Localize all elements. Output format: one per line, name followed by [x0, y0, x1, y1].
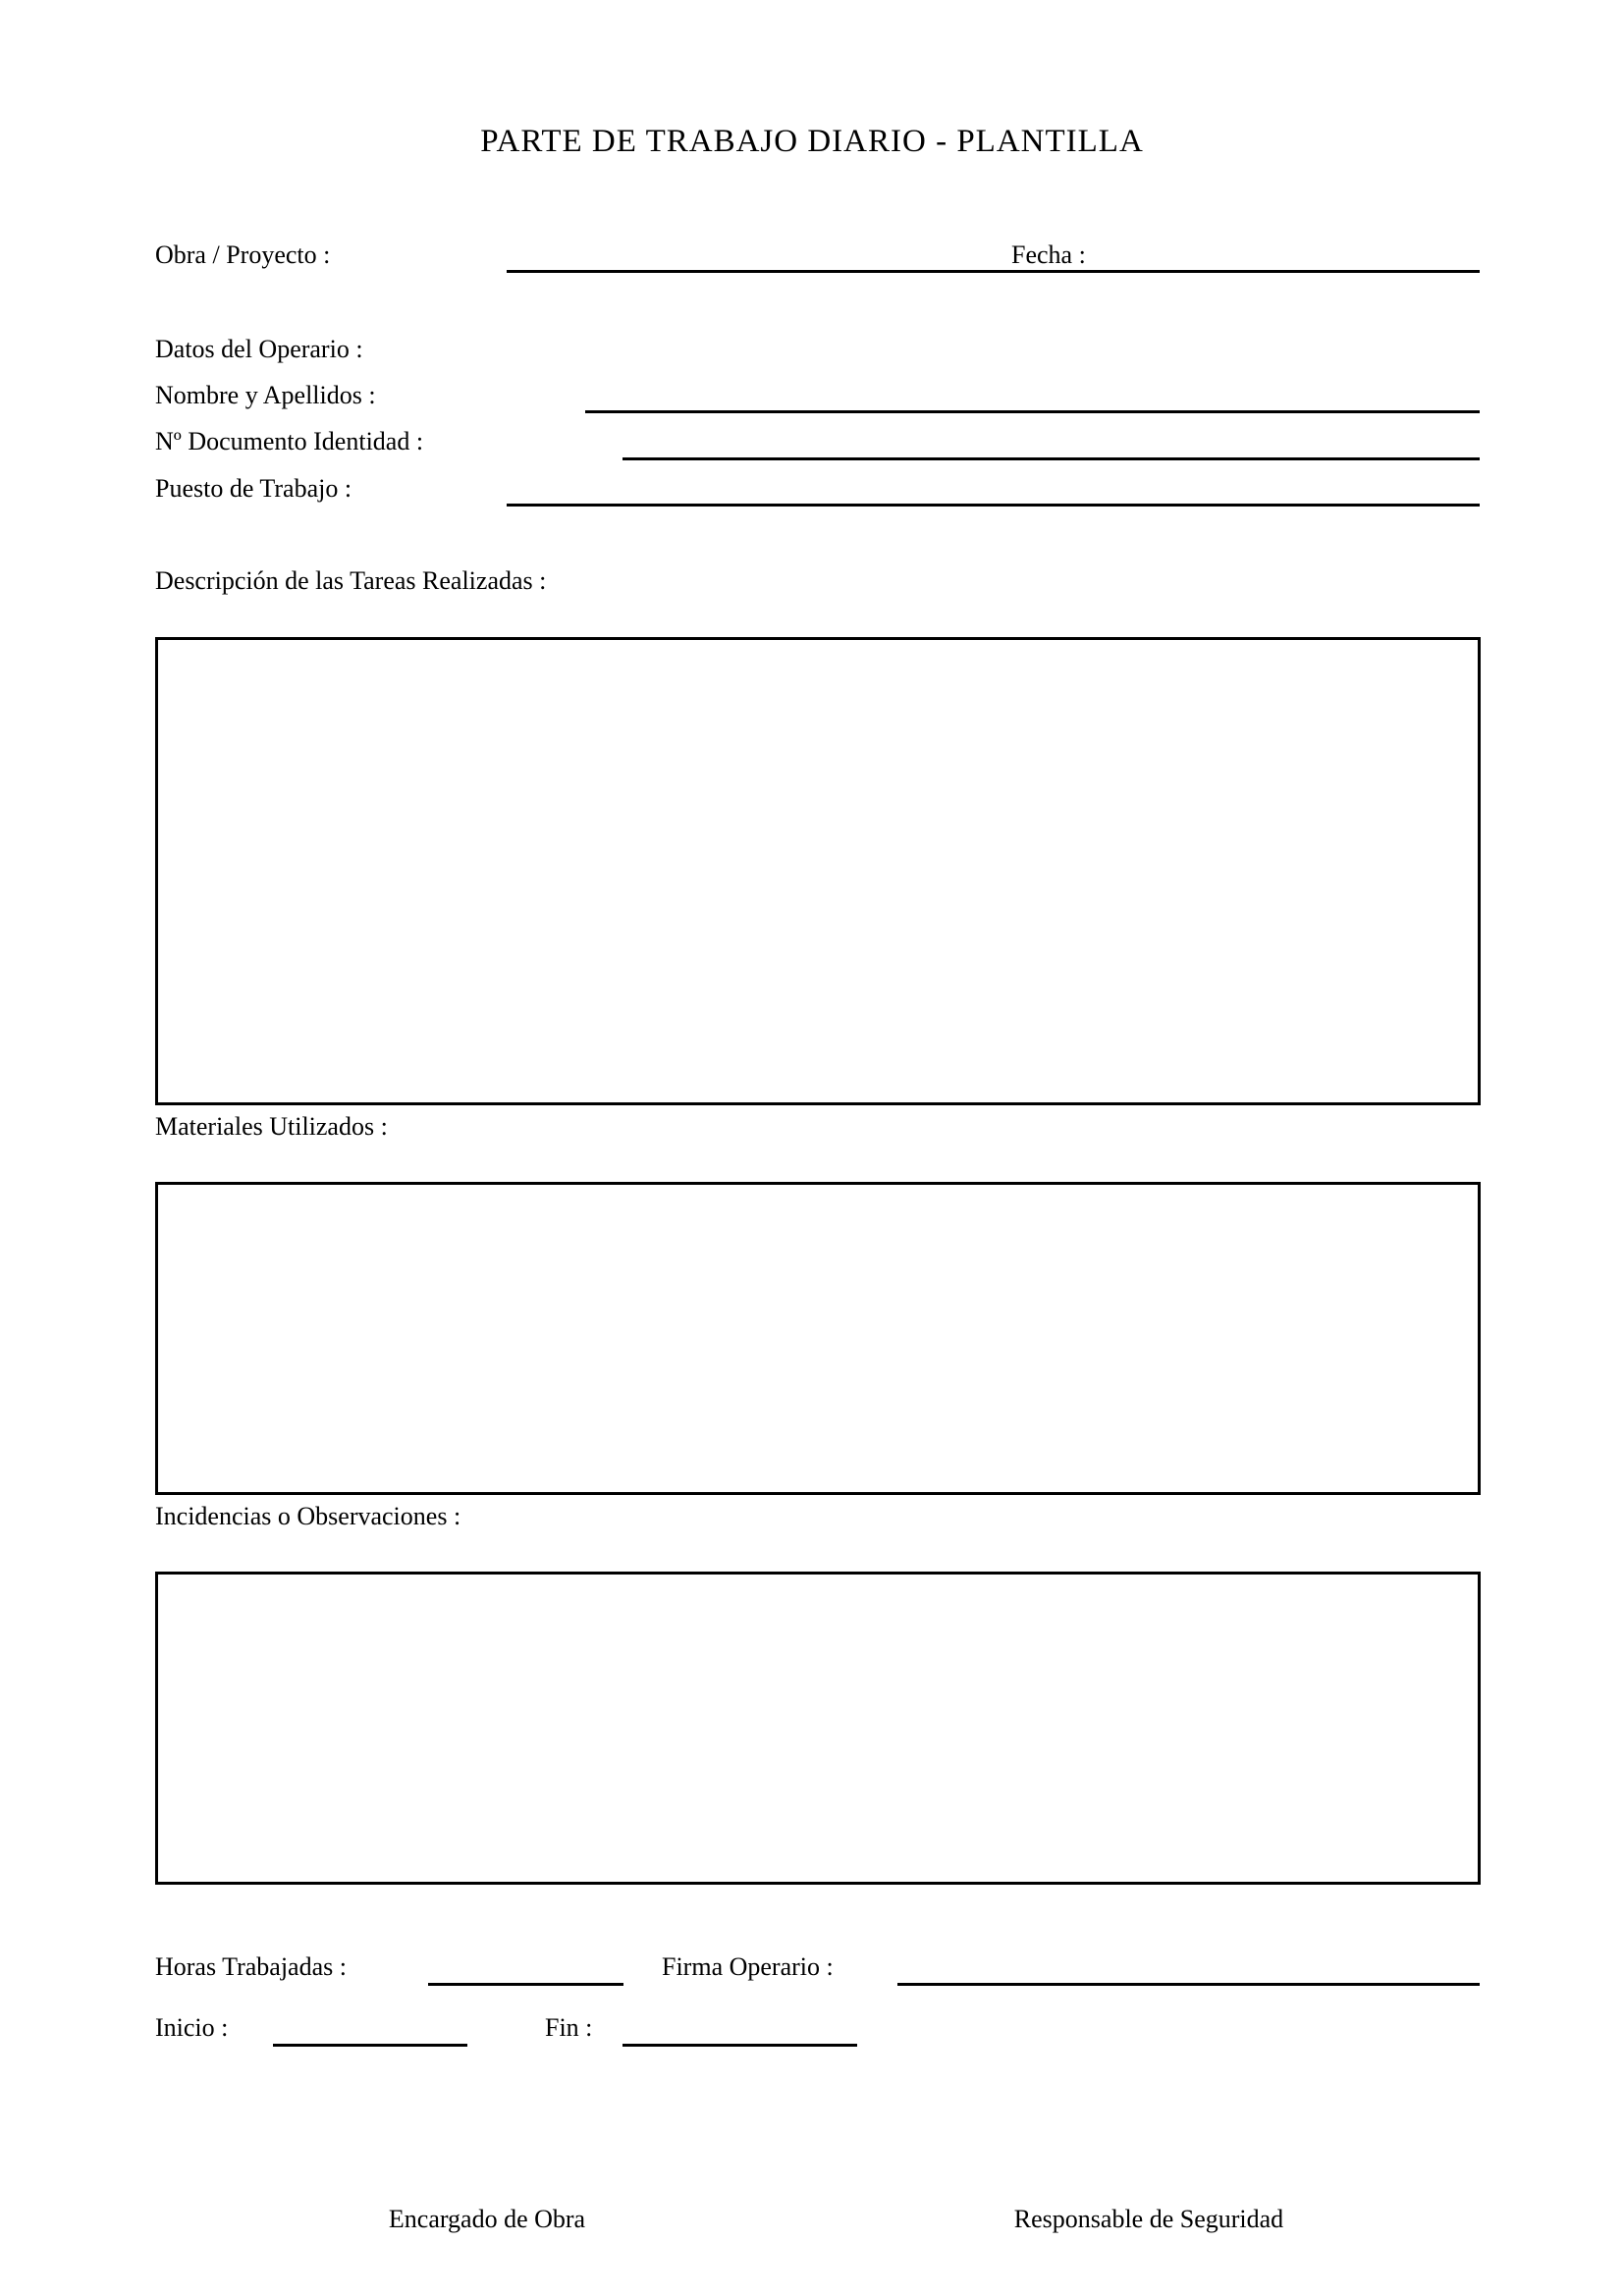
- page-title: PARTE DE TRABAJO DIARIO - PLANTILLA: [480, 124, 1144, 159]
- hours-label: Horas Trabajadas :: [155, 1952, 347, 1981]
- project-date-line[interactable]: [507, 270, 1480, 273]
- worker-signature-line[interactable]: [897, 1983, 1480, 1986]
- end-label: Fin :: [545, 2013, 593, 2042]
- worker-signature-label: Firma Operario :: [662, 1952, 834, 1981]
- tasks-label: Descripción de las Tareas Realizadas :: [155, 566, 547, 595]
- materials-label: Materiales Utilizados :: [155, 1112, 388, 1141]
- project-label: Obra / Proyecto :: [155, 240, 331, 269]
- start-label: Inicio :: [155, 2013, 229, 2042]
- position-label: Puesto de Trabajo :: [155, 474, 352, 503]
- id-document-label: Nº Documento Identidad :: [155, 427, 424, 455]
- site-manager-label: Encargado de Obra: [388, 2205, 586, 2233]
- safety-manager-label: Responsable de Seguridad: [1013, 2205, 1284, 2233]
- start-line[interactable]: [273, 2044, 467, 2047]
- date-label: Fecha :: [1011, 240, 1086, 269]
- materials-box[interactable]: [155, 1182, 1481, 1495]
- tasks-box[interactable]: [155, 637, 1481, 1105]
- incidents-box[interactable]: [155, 1572, 1481, 1885]
- name-line[interactable]: [585, 410, 1480, 413]
- incidents-label: Incidencias o Observaciones :: [155, 1502, 461, 1530]
- hours-line[interactable]: [428, 1983, 623, 1986]
- worker-section-label: Datos del Operario :: [155, 335, 363, 363]
- position-line[interactable]: [507, 504, 1480, 507]
- id-document-line[interactable]: [623, 457, 1480, 460]
- name-label: Nombre y Apellidos :: [155, 381, 376, 409]
- end-line[interactable]: [623, 2044, 857, 2047]
